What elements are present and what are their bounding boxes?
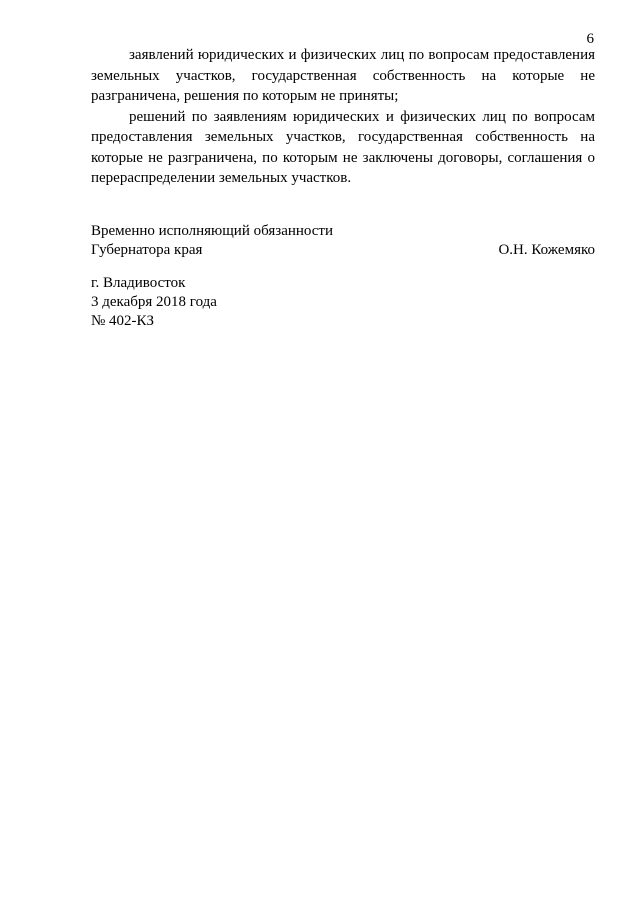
document-number: № 402-КЗ [91, 313, 155, 329]
signatory-name: О.Н. Кожемяко [498, 242, 595, 258]
signature-line [91, 241, 595, 260]
body-text [91, 45, 595, 189]
signature-block [91, 222, 595, 260]
document-city: г. Владивосток [91, 275, 186, 291]
paragraph: решений по заявлениям юридических и физических лиц по вопросам предоставления земельных участков, государственная собственность на которые не разграничена, по которым не заключены договоры, соглашения о перераспределении земельных участков. [91, 108, 595, 186]
paragraph: заявлений юридических и физических лиц по вопросам предоставления земельных участков, государственная собственность на которые не разграничена, решения по которым не приняты; [91, 47, 595, 104]
page-number: 6 [586, 31, 594, 47]
document-meta [91, 274, 217, 331]
signatory-position-line2: Губернатора края [91, 242, 203, 258]
document-date: 3 декабря 2018 года [91, 294, 217, 310]
signatory-position-line1: Временно исполняющий обязанности [91, 223, 334, 239]
